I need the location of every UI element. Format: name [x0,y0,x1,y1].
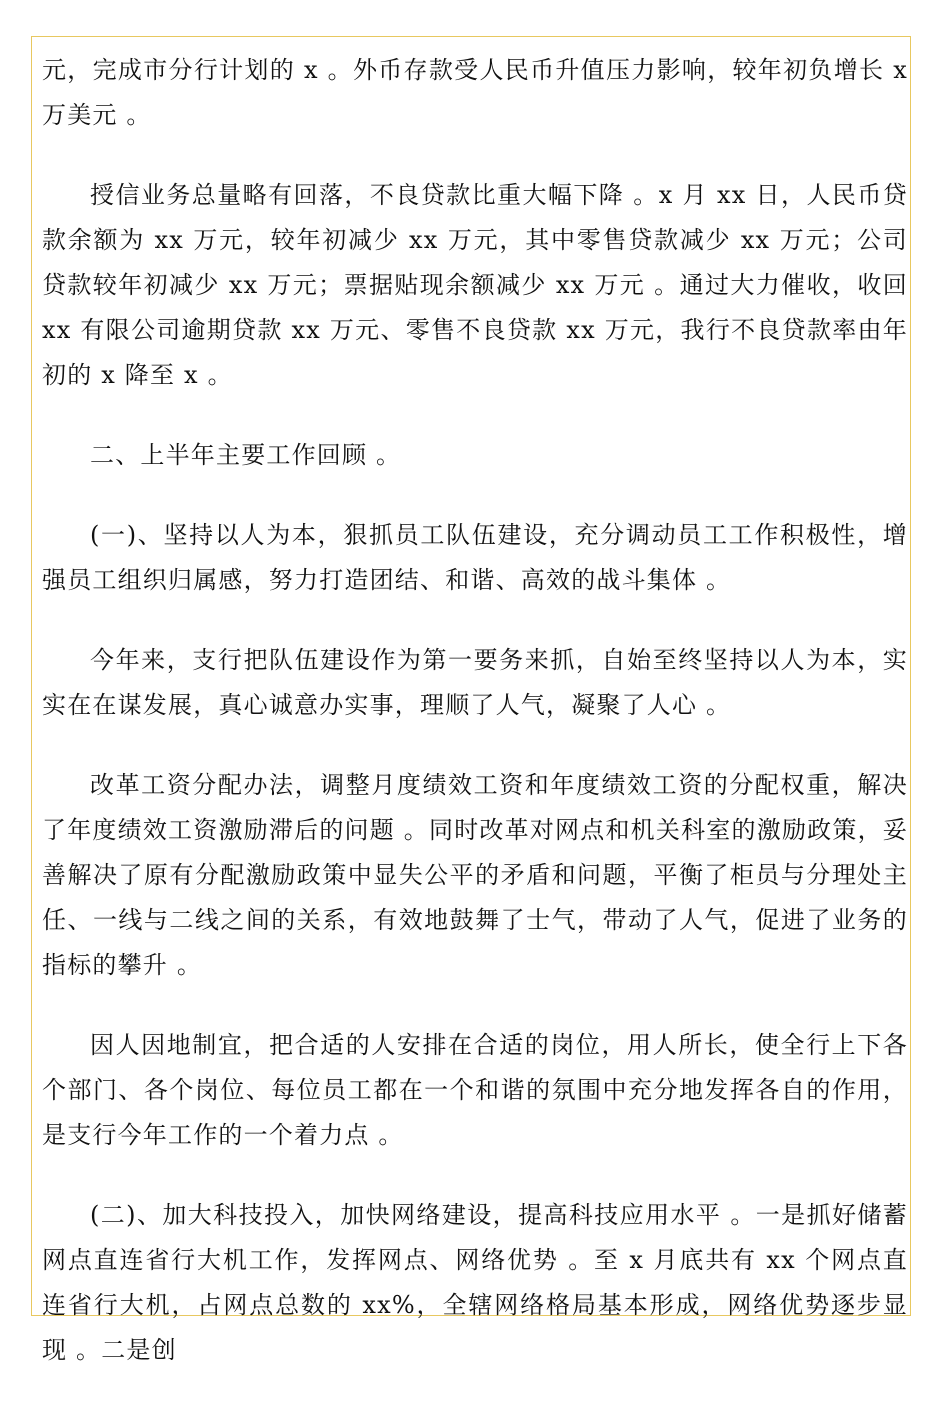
paragraph-staffing: 因人因地制宜，把合适的人安排在合适的岗位，用人所长，使全行上下各个部门、各个岗位、每位员工都在一个和谐的氛围中充分地发挥各自的作用，是支行今年工作的一个着力点 。 [42,1031,908,1149]
paragraph-credit-business: 授信业务总量略有回落，不良贷款比重大幅下降 。x 月 xx 日，人民币贷款余额为 xx 万元，较年初减少 xx 万元，其中零售贷款减少 xx 万元；公司贷款较年初减少 xx 万元；票据贴现余额减少 xx 万元 。通过大力催收，收回 xx 有限公司逾期贷款 xx 万元、零售不良贷款 xx 万元，我行不良贷款率由年初的 x 降至 x 。 [42,181,908,389]
document-body [42,48,908,1408]
paragraph-continuation: 元，完成市分行计划的 x 。外币存款受人民币升值压力影响，较年初负增长 x 万美元 。 [42,56,908,129]
subsection-heading-2: (二)、加大科技投入，加快网络建设，提高科技应用水平 。一是抓好储蓄网点直连省行大机工作，发挥网点、网络优势 。至 x 月底共有 xx 个网点直连省行大机，占网点总数的 xx%，全辖网络格局基本形成，网络优势逐步显现 。二是创 [42,1201,908,1364]
paragraph-salary-reform: 改革工资分配办法，调整月度绩效工资和年度绩效工资的分配权重，解决了年度绩效工资激励滞后的问题 。同时改革对网点和机关科室的激励政策，妥善解决了原有分配激励政策中显失公平的矛盾和问题，平衡了柜员与分理处主任、一线与二线之间的关系，有效地鼓舞了士气，带动了人气，促进了业务的指标的攀升 。 [42,771,908,979]
section-heading-work-review: 二、上半年主要工作回顾 。 [90,441,402,469]
paragraph-team-building: 今年来，支行把队伍建设作为第一要务来抓，自始至终坚持以人为本，实实在在谋发展，真心诚意办实事，理顺了人气，凝聚了人心 。 [42,646,908,719]
subsection-heading-1: (一)、坚持以人为本，狠抓员工队伍建设，充分调动员工工作积极性，增强员工组织归属感，努力打造团结、和谐、高效的战斗集体 。 [42,521,908,594]
